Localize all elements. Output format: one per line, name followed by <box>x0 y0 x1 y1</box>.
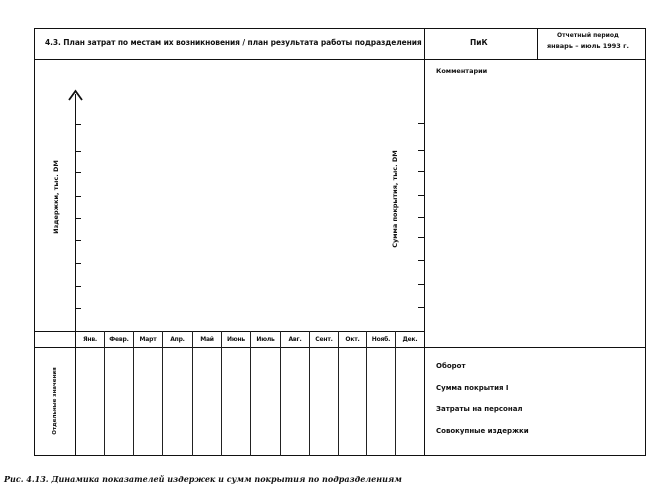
form-code: ПиК <box>470 38 488 47</box>
right-axis-tick <box>418 171 424 172</box>
form-frame <box>34 28 646 456</box>
left-axis-tick <box>75 308 81 309</box>
header-divider <box>34 59 646 60</box>
header-divider-title-code <box>424 28 425 456</box>
figure-caption: Рис. 4.13. Динамика показателей издержек и сумм покрытия по подразделениям <box>4 474 402 484</box>
month-row-bottom <box>34 347 646 348</box>
month-label-jan: Янв. <box>82 336 98 343</box>
legend-item-contribution-margin: Сумма покрытия I <box>436 384 509 392</box>
month-label-feb: Февр. <box>109 336 129 343</box>
period-label: Отчетный период <box>557 32 619 39</box>
month-label-sep: Сент. <box>315 336 333 343</box>
month-label-oct: Окт. <box>345 336 360 343</box>
left-axis-tick <box>75 172 81 173</box>
right-axis-tick <box>418 260 424 261</box>
month-col-divider <box>280 331 281 456</box>
y-axis-arrow-icon <box>68 89 83 101</box>
month-col-divider <box>366 331 367 456</box>
right-axis-tick <box>418 284 424 285</box>
legend-item-turnover: Оборот <box>436 362 466 370</box>
month-label-nov: Нояб. <box>371 336 391 343</box>
left-axis-tick <box>75 240 81 241</box>
left-axis-tick <box>75 124 81 125</box>
month-col-divider <box>338 331 339 456</box>
right-axis-tick <box>418 307 424 308</box>
left-axis-tick <box>75 263 81 264</box>
month-col-divider <box>221 331 222 456</box>
month-col-divider <box>104 331 105 456</box>
month-label-jul: Июль <box>256 336 275 343</box>
table-row-label: Отдельные значения <box>52 367 58 435</box>
right-y-axis-label: Сумма покрытия, тыс. DM <box>391 150 399 248</box>
left-axis-tick <box>75 196 81 197</box>
left-axis-tick <box>75 286 81 287</box>
period-value: январь – июль 1993 г. <box>547 42 629 50</box>
form-title: 4.3. План затрат по местам их возникновения / план результата работы подразделения <box>45 38 422 47</box>
legend-item-total-costs: Совокупные издержки <box>436 427 529 435</box>
month-label-apr: Апр. <box>170 336 185 343</box>
legend-item-personnel-costs: Затраты на персонал <box>436 405 523 413</box>
month-label-mar: Март <box>139 336 157 343</box>
right-axis-tick <box>418 217 424 218</box>
left-axis-tick <box>75 218 81 219</box>
row-label-divider <box>75 331 76 456</box>
month-col-divider <box>162 331 163 456</box>
right-axis-tick <box>418 150 424 151</box>
left-axis-tick <box>75 151 81 152</box>
month-col-divider <box>250 331 251 456</box>
month-label-jun: Июнь <box>227 336 245 343</box>
month-label-dec: Дек. <box>402 336 418 343</box>
month-col-divider <box>192 331 193 456</box>
right-axis-tick <box>418 237 424 238</box>
left-y-axis-label: Издержки, тыс. DM <box>52 160 60 234</box>
header-divider-code-period <box>537 28 538 59</box>
month-col-divider <box>133 331 134 456</box>
right-axis-tick <box>418 123 424 124</box>
month-label-may: Май <box>200 336 214 343</box>
month-label-aug: Авг. <box>288 336 302 343</box>
comments-label: Комментарии <box>436 67 488 75</box>
right-axis-tick <box>418 195 424 196</box>
month-col-divider <box>395 331 396 456</box>
month-col-divider <box>309 331 310 456</box>
left-y-axis <box>75 94 76 348</box>
